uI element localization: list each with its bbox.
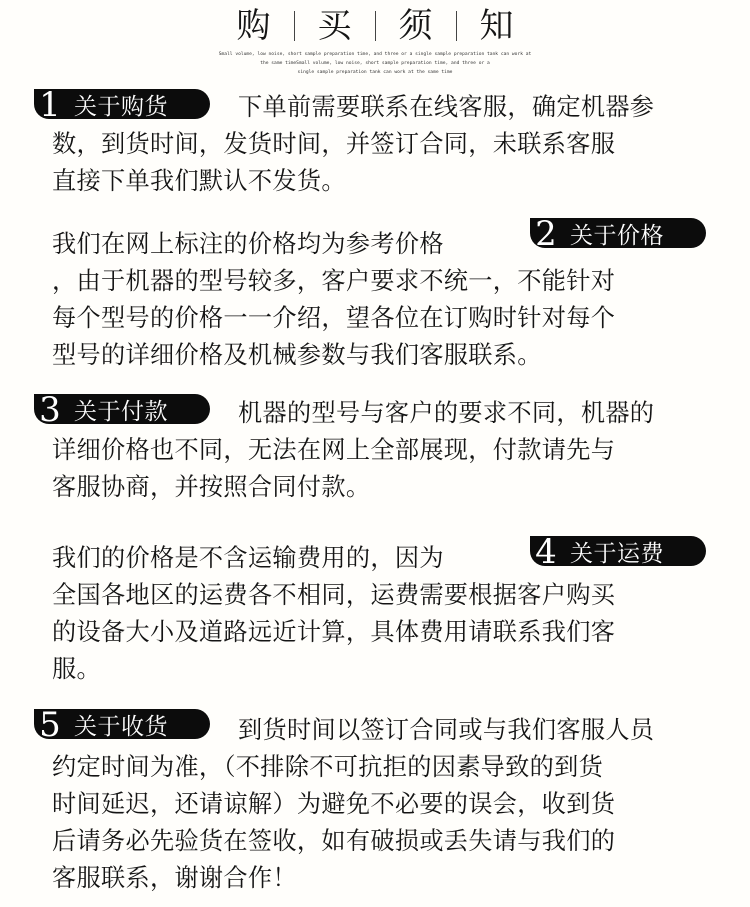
- section-label: 关于运费: [570, 540, 664, 567]
- section-number: 3: [39, 390, 61, 430]
- section-label: 关于付款: [74, 398, 168, 425]
- subtitle-line: single sample preparation tank can work at the same time: [297, 70, 453, 75]
- paragraph-line: 约定时间为准，（不排除不可抗拒的因素导致的到货: [52, 753, 604, 781]
- title-char: 须: [398, 6, 433, 46]
- section-number: 1: [39, 85, 61, 125]
- paragraph-line: 后请务必先验货在签收，如有破损或丢失请与我们的: [52, 827, 616, 855]
- paragraph-line: ，由于机器的型号较多，客户要求不统一，不能针对: [52, 267, 616, 295]
- paragraph-line: 时间延迟，还请谅解）为避免不必要的误会，收到货: [52, 790, 616, 818]
- paragraph-line: 到货时间以签订合同或与我们客服人员: [238, 716, 655, 744]
- section-label: 关于价格: [570, 222, 664, 249]
- section-label: 关于收货: [74, 713, 168, 740]
- section-badge-2: [530, 214, 706, 254]
- divider: [294, 11, 295, 41]
- paragraph-line: 的设备大小及道路远近计算，具体费用请联系我们客: [52, 618, 616, 646]
- section-badge-3: [34, 390, 210, 430]
- title-char: 买: [317, 6, 352, 46]
- paragraph-line: 直接下单我们默认不发货。: [52, 167, 346, 195]
- paragraph-line: 型号的详细价格及机械参数与我们客服联系。: [52, 341, 542, 369]
- subtitle-line: Small volume, low noise, short sample preparation time, and three or a single sample preparation tank can work at: [218, 52, 532, 57]
- paragraph-line: 全国各地区的运费各不相同，运费需要根据客户购买: [52, 581, 616, 609]
- paragraph-line: 服。: [52, 655, 101, 683]
- paragraph-line: 我们的价格是不含运输费用的，因为: [52, 544, 444, 572]
- divider: [456, 11, 457, 41]
- paragraph-line: 机器的型号与客户的要求不同，机器的: [238, 399, 655, 427]
- subtitle-line: the same timeSmall volume, low noise, short sample preparation time, and three or a: [260, 61, 490, 66]
- paragraph-line: 数，到货时间，发货时间，并签订合同，未联系客服: [52, 130, 616, 158]
- section-number: 5: [39, 705, 61, 745]
- section-number: 4: [535, 532, 557, 572]
- paragraph-line: 我们在网上标注的价格均为参考价格: [52, 230, 444, 258]
- paragraph-line: 每个型号的价格一一介绍，望各位在订购时针对每个: [52, 304, 616, 332]
- section-label: 关于购货: [74, 93, 168, 120]
- title-char: 知: [479, 6, 514, 46]
- paragraph-line: 详细价格也不同，无法在网上全部展现，付款请先与: [52, 436, 616, 464]
- section-badge-1: [34, 85, 210, 125]
- section-badge-5: [34, 705, 210, 745]
- divider: [375, 11, 376, 41]
- paragraph-line: 客服协商，并按照合同付款。: [52, 473, 371, 501]
- paragraph-line: 客服联系，谢谢合作！: [52, 864, 297, 892]
- section-number: 2: [535, 214, 557, 254]
- page-title: [0, 6, 750, 46]
- paragraph-line: 下单前需要联系在线客服，确定机器参: [238, 93, 655, 121]
- title-char: 购: [236, 6, 271, 46]
- section-badge-4: [530, 532, 706, 572]
